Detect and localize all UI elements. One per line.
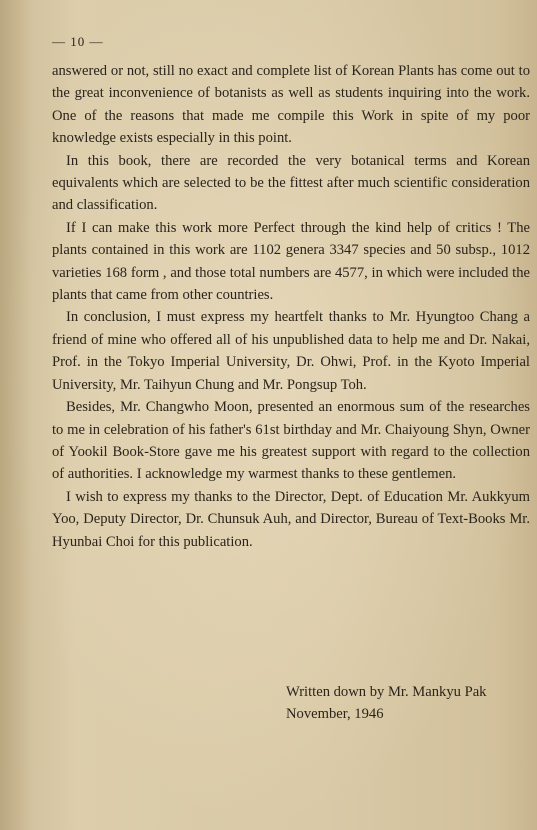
paragraph-3: If I can make this work more Perfect through the kind help of critics ! The plants contained in this work are 1102 genera 3347 species and 50 subsp., 1012 varieties 168 form , and those total numbers are 4577, in which were included the plants that came from other countries. bbox=[52, 219, 530, 304]
paragraph-1: answered or not, still no exact and complete list of Korean Plants has come out to the great inconvenience of botanists as well as students inquiring into the work. One of the reasons that made me compile this Work in spite of my poor knowledge exists especially in this point. bbox=[52, 63, 530, 147]
page-number: — 10 — bbox=[52, 34, 104, 49]
paragraph-6: I wish to express my thanks to the Director, Dept. of Education Mr. Aukkyum Yoo, Deputy Director, Dr. Chunsuk Auh, and Director, Bureau of Text-Books Mr. Hyunbai Choi for this publication. bbox=[52, 488, 530, 550]
body-text bbox=[52, 60, 530, 553]
signature-date: November, 1946 bbox=[286, 706, 384, 723]
paragraph-5: Besides, Mr. Changwho Moon, presented an enormous sum of the researches to me in celebration of his father's 61st birthday and Mr. Chaiyoung Shyn, Owner of Yookil Book-Store gave me his greatest support with regard to the collection of authorities. I acknowledge my warmest thanks to these gentlemen. bbox=[52, 399, 530, 483]
paragraph-4: In conclusion, I must express my heartfelt thanks to Mr. Hyungtoo Chang a friend of mine who offered all of his unpublished data to help me and Dr. Nakai, Prof. in the Tokyo Imperial University, Dr. Ohwi, Prof. in the Kyoto Imperial University, Mr. Taihyun Chung and Mr. Pongsup Toh. bbox=[52, 309, 530, 393]
signature-author: Written down by Mr. Mankyu Pak bbox=[286, 684, 487, 700]
paragraph-2: In this book, there are recorded the very botanical terms and Korean equivalents which are selected to be the fittest after much scientific consideration and classification. bbox=[52, 152, 530, 214]
signature bbox=[286, 681, 486, 726]
